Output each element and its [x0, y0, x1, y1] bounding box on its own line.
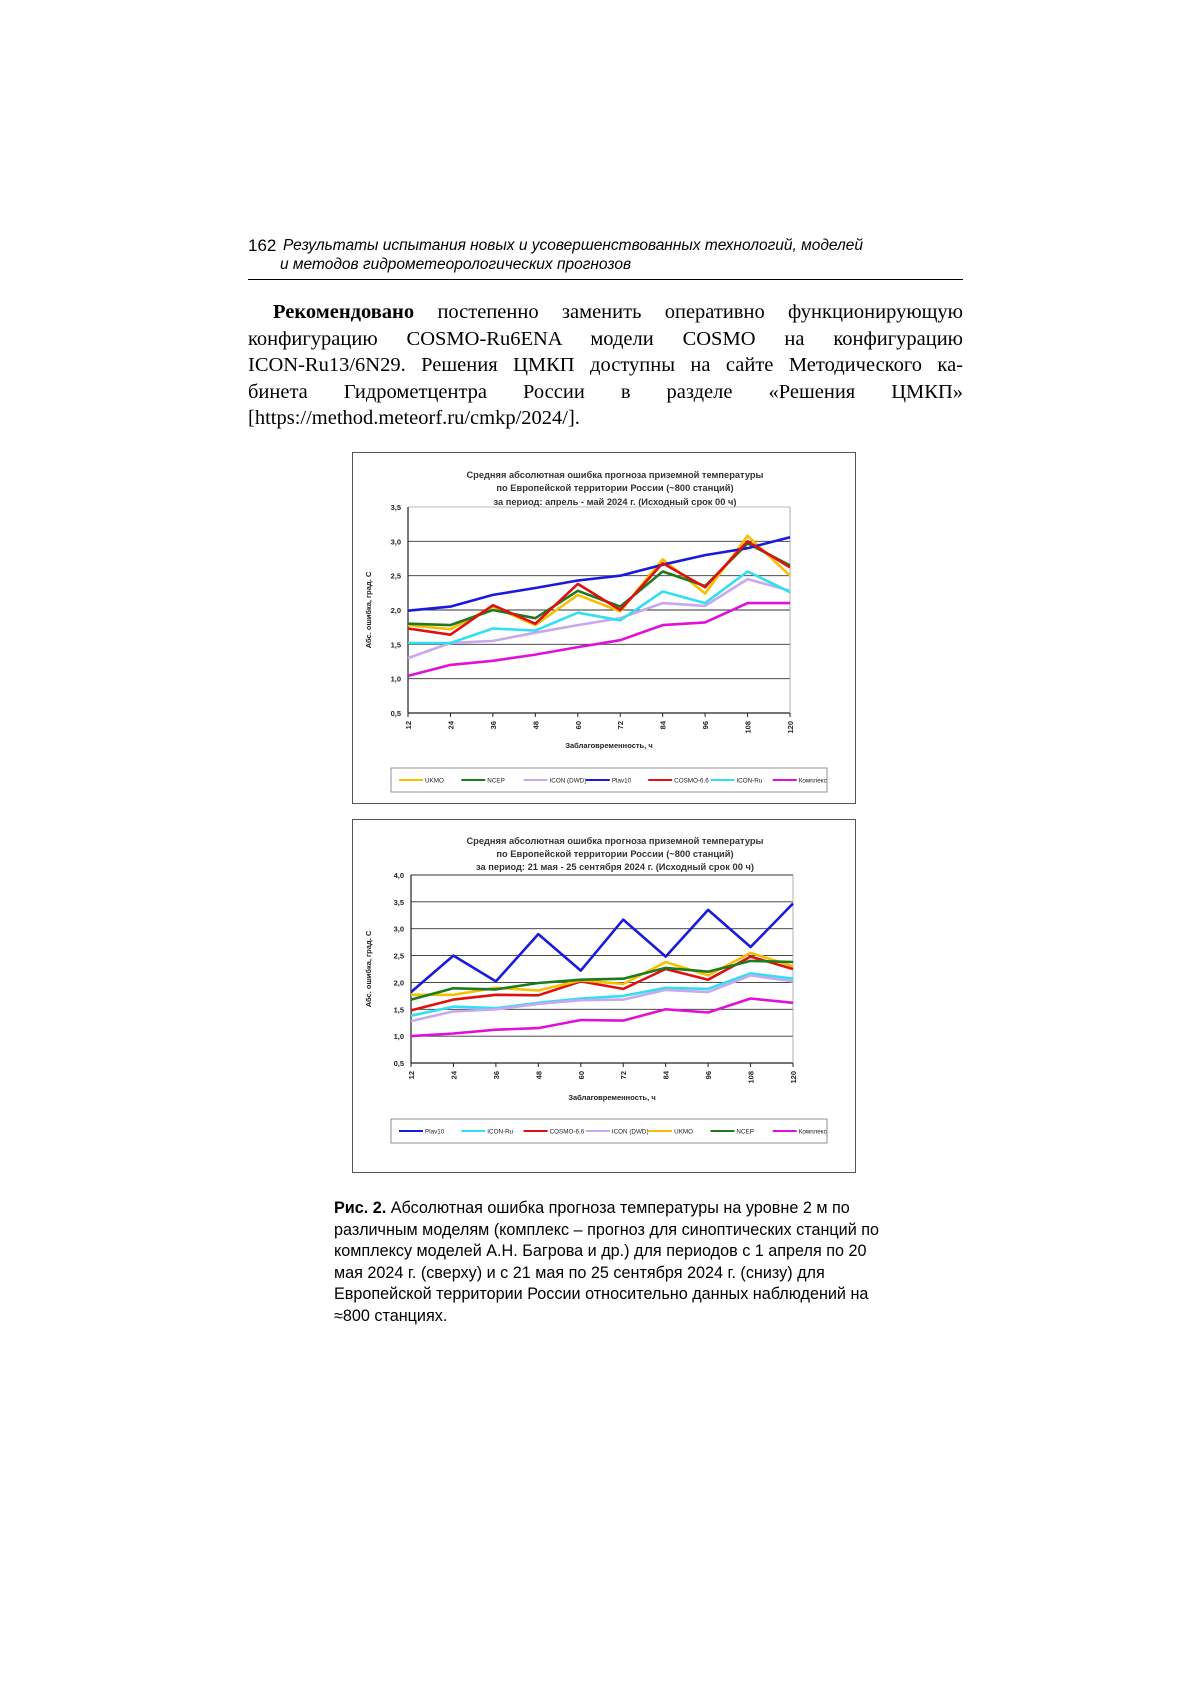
x-tick-label: 120 — [786, 721, 795, 734]
legend-label: Plav10 — [425, 1128, 445, 1136]
x-tick-label: 48 — [534, 1071, 544, 1080]
y-tick-label: 3,5 — [390, 503, 401, 512]
series-line — [411, 999, 793, 1037]
series-line — [408, 603, 790, 676]
x-tick-label: 60 — [573, 721, 583, 730]
y-tick-label: 1,5 — [390, 640, 401, 650]
caption-text: Абсолютная ошибка прогноза температуры на уровне 2 м по различным моделям (комплекс – прогноз для синоптических станций по комплексу моделей А.Н. Багрова и др.) для периодов с 1 апреля по 20 мая 2024 г. (сверху) и с 21 мая по 25 сентября 2024 г. (снизу) для Европейской территории России относительно данных наблюдений на ≈800 станциях. — [334, 1199, 880, 1325]
x-tick-label: 36 — [488, 721, 498, 730]
x-tick-label: 24 — [446, 721, 456, 730]
legend-label: UKMO — [425, 777, 444, 785]
y-tick-label: 2,5 — [390, 571, 401, 581]
body-paragraph — [248, 299, 963, 432]
y-tick-label: 4,0 — [393, 871, 404, 880]
legend-label: Комплекс — [798, 777, 827, 785]
bold-lead: Рекомендовано — [273, 301, 415, 323]
running-title-line-1: Результаты испытания новых и усовершенствованных технологий, моделей — [283, 237, 864, 254]
chart-title-line: Средняя абсолютная ошибка прогноза приземной температуры — [466, 470, 764, 480]
legend-label: ICON-Ru — [487, 1128, 514, 1136]
x-tick-label: 108 — [743, 721, 753, 734]
legend-label: UKMO — [674, 1128, 694, 1136]
chart-title-line: по Европейской территории России (~800 станций) — [496, 849, 734, 859]
x-tick-label: 96 — [704, 1071, 714, 1080]
chart-top — [353, 453, 857, 805]
x-tick-label: 72 — [616, 721, 626, 730]
body-line-1-text: постепенно заменить оперативно функционирующую — [414, 301, 963, 323]
chart-title-line: Средняя абсолютная ошибка прогноза приземной температуры — [466, 836, 764, 846]
y-tick-label: 1,0 — [390, 674, 401, 684]
y-tick-label: 1,0 — [393, 1032, 404, 1042]
x-axis-label: Заблаговременность, ч — [568, 1093, 656, 1102]
legend-label: ICON (DWD) — [611, 1128, 649, 1136]
legend-label: NCEP — [487, 777, 505, 785]
y-tick-label: 3,0 — [390, 537, 401, 547]
y-tick-label: 1,5 — [393, 1005, 404, 1015]
body-line-3: ICON-Ru13/6N29. Решения ЦМКП доступны на сайте Методического ка- — [248, 354, 963, 377]
body-line-5: [https://method.meteorf.ru/cmkp/2024/]. — [248, 407, 580, 430]
body-line-4: бинета Гидрометцентра России в разделе «Решения ЦМКП» — [248, 380, 963, 403]
y-axis-label: Абс. ошибка, град. С — [364, 571, 373, 649]
y-tick-label: 2,5 — [393, 951, 404, 961]
x-tick-label: 60 — [576, 1071, 586, 1080]
x-tick-label: 48 — [531, 721, 541, 730]
chart-bottom-frame — [352, 819, 856, 1173]
y-tick-label: 3,0 — [393, 924, 404, 934]
legend-label: COSMO-6.6 — [549, 1128, 585, 1136]
y-axis-label: Абс. ошибка, град. С — [364, 930, 373, 1008]
x-axis-label: Заблаговременность, ч — [565, 741, 653, 750]
x-tick-label: 84 — [661, 1071, 671, 1080]
chart-bottom — [353, 820, 857, 1174]
body-line-2: конфигурацию COSMO-Ru6ENA модели COSMO на конфигурацию — [248, 327, 963, 350]
x-tick-label: 84 — [658, 721, 668, 730]
legend-label: ICON-Ru — [736, 777, 763, 785]
chart-title-line: за период: апрель - май 2024 г. (Исходный срок 00 ч) — [493, 497, 737, 507]
header-rule — [248, 279, 963, 280]
y-tick-label: 2,0 — [390, 606, 401, 615]
x-tick-label: 72 — [619, 1071, 629, 1080]
body-line-1 — [248, 299, 963, 326]
x-tick-label: 96 — [701, 721, 711, 730]
page-number: 162 — [248, 236, 277, 255]
x-tick-label: 120 — [789, 1071, 798, 1084]
caption-label: Рис. 2. — [334, 1199, 387, 1217]
y-tick-label: 3,5 — [393, 897, 404, 907]
x-tick-label: 24 — [449, 1071, 459, 1080]
running-title — [280, 236, 983, 274]
legend-label: NCEP — [736, 1128, 754, 1136]
figure-caption — [334, 1198, 896, 1327]
chart-title-line: по Европейской территории России (~800 станций) — [496, 483, 734, 493]
legend-label: Plav10 — [611, 777, 632, 785]
x-tick-label: 12 — [407, 1071, 416, 1080]
legend-label: ICON (DWD) — [549, 777, 587, 785]
legend-label: COSMO-6.6 — [674, 777, 709, 785]
y-tick-label: 2,0 — [393, 978, 404, 988]
chart-title-line: за период: 21 мая - 25 сентября 2024 г. (Исходный срок 00 ч) — [476, 862, 754, 872]
series-line — [408, 572, 790, 644]
x-tick-label: 108 — [746, 1071, 756, 1084]
x-tick-label: 36 — [491, 1071, 501, 1080]
y-tick-label: 0,5 — [393, 1059, 404, 1068]
y-tick-label: 0,5 — [390, 709, 401, 718]
x-tick-label: 12 — [404, 721, 413, 730]
legend-label: Комплекс — [798, 1128, 827, 1136]
chart-top-frame — [352, 452, 856, 804]
running-title-line-2: и методов гидрометеорологических прогнозов — [280, 256, 632, 273]
